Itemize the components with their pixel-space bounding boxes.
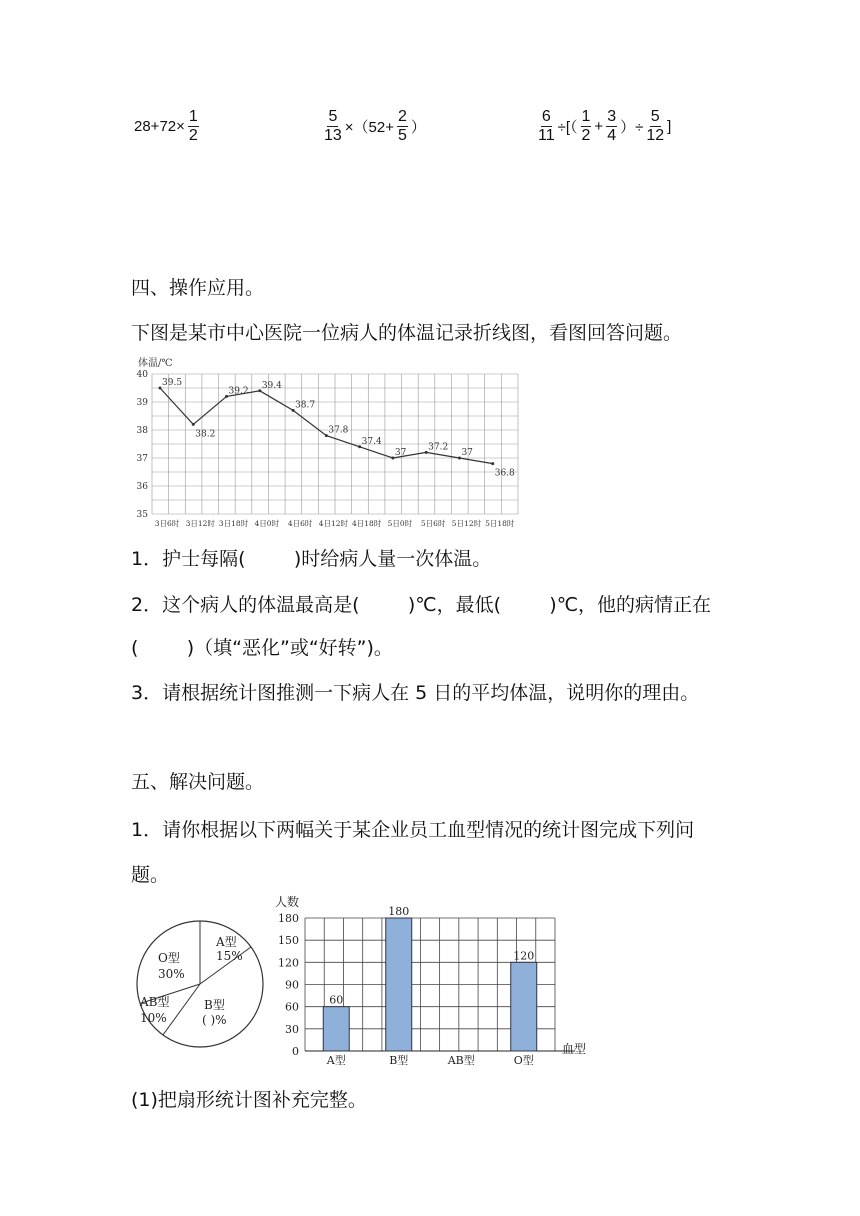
x-tick-label: 5日12时: [451, 519, 482, 528]
fraction: $\frac{3}{4}$: [607, 108, 617, 144]
expression-3: [536, 108, 672, 145]
section4-intro: 下图是某市中心医院一位病人的体温记录折线图，看图回答问题。: [131, 322, 683, 344]
pie-slice-label: A型: [216, 935, 237, 949]
pie-slice-label: B型: [204, 998, 225, 1012]
data-label: 37.8: [328, 425, 349, 436]
data-label: 39.2: [228, 386, 249, 397]
x-tick-label: 4日6时: [287, 519, 313, 528]
y-tick-label: 150: [278, 934, 299, 948]
y-tick-label: 120: [278, 956, 299, 970]
bar: [511, 962, 537, 1051]
y-tick-label: 37: [136, 454, 148, 464]
sub-question-1: (1)把扇形统计图补充完整。: [131, 1089, 367, 1111]
question-4-2b: ( )（填“恶化”或“好转”)。: [131, 637, 393, 659]
y-tick-label: 35: [136, 510, 148, 520]
expr-text: 28+72×: [134, 118, 185, 135]
pie-slice-label: AB型: [140, 995, 170, 1009]
data-point: [491, 462, 494, 465]
expr-text: ]: [667, 118, 672, 135]
question-4-2a: 2．这个病人的体温最高是( )℃，最低( )℃，他的病情正在: [131, 594, 712, 616]
question-4-1: 1．护士每隔( )时给病人量一次体温。: [131, 548, 492, 570]
expression-1: [133, 108, 201, 145]
x-tick-label: 3日18时: [218, 519, 249, 528]
bar-value-label: 120: [513, 949, 535, 963]
expr-text: ）: [410, 119, 426, 136]
fraction: $\frac{1}{2}$: [581, 108, 591, 144]
expression-2: [322, 108, 427, 145]
blood-type-pie-chart: [130, 914, 270, 1054]
blood-type-bar-chart: [265, 893, 595, 1068]
pie-slice-percent: ( )%: [202, 1013, 227, 1027]
data-label: 36.8: [494, 468, 515, 479]
question-5-1b: 题。: [131, 864, 170, 886]
fraction: $\frac{2}{5}$: [398, 108, 407, 144]
bar-value-label: 180: [388, 905, 410, 918]
data-point: [192, 423, 195, 426]
x-tick-label: 5日18时: [485, 519, 515, 528]
section4-heading: 四、操作应用。: [131, 277, 265, 299]
y-tick-label: 38: [136, 426, 148, 436]
bar-chart-ylabel: 人数: [275, 895, 300, 909]
pie-slice-percent: 15%: [216, 949, 243, 963]
bar: [323, 1007, 349, 1051]
x-tick-label: B型: [389, 1054, 409, 1067]
x-tick-label: A型: [326, 1054, 346, 1067]
y-tick-label: 36: [136, 482, 148, 492]
section5-heading: 五、解决问题。: [131, 771, 265, 793]
x-tick-label: 5日6时: [420, 519, 446, 528]
x-tick-label: 4日18时: [351, 519, 382, 528]
bar: [386, 918, 412, 1051]
data-label: 37.2: [428, 442, 449, 453]
fraction: $\frac{6}{11}$: [538, 108, 555, 144]
data-label: 38.2: [195, 429, 216, 440]
expr-text: ×（52+: [344, 119, 395, 136]
x-tick-label: 5日0时: [387, 519, 413, 528]
question-4-3: 3．请根据统计图推测一下病人在 5 日的平均体温，说明你的理由。: [131, 682, 700, 704]
x-tick-label: 3日6时: [154, 519, 180, 528]
y-tick-label: 40: [136, 370, 148, 380]
pie-slice-percent: 30%: [158, 967, 185, 981]
expr-text: +: [594, 118, 604, 135]
x-tick-label: AB型: [447, 1054, 475, 1067]
expr-text: ）÷: [620, 119, 644, 136]
y-tick-label: 0: [292, 1045, 299, 1058]
data-label: 39.4: [261, 380, 282, 391]
temp-chart-ylabel: 体温/℃: [138, 358, 173, 369]
pie-slice-percent: 10%: [140, 1011, 167, 1025]
x-tick-label: 4日12时: [318, 519, 349, 528]
data-label: 38.7: [295, 400, 316, 411]
data-label: 37.4: [361, 436, 382, 447]
y-tick-label: 180: [278, 912, 299, 925]
fraction: $\frac{5}{12}$: [646, 108, 665, 144]
data-label: 37: [394, 448, 407, 458]
y-tick-label: 39: [136, 398, 148, 408]
data-label: 37: [461, 448, 473, 458]
y-tick-label: 60: [285, 1000, 299, 1014]
pie-slice-label: O型: [158, 951, 180, 965]
bar-chart-xlabel: 血型: [562, 1042, 587, 1056]
bar-value-label: 60: [329, 993, 344, 1007]
x-tick-label: O型: [513, 1054, 534, 1067]
question-5-1a: 1．请你根据以下两幅关于某企业员工血型情况的统计图完成下列问: [131, 819, 695, 841]
x-tick-label: 3日12时: [185, 519, 215, 528]
data-label: 39.5: [162, 378, 183, 388]
expr-text: ÷[（: [557, 119, 578, 136]
y-tick-label: 30: [285, 1022, 299, 1036]
x-tick-label: 4日0时: [254, 519, 280, 528]
fraction: $\frac{5}{13}$: [324, 108, 342, 144]
temperature-line-chart: [130, 352, 515, 532]
y-tick-label: 90: [285, 978, 299, 992]
fraction: $\frac{1}{2}$: [188, 108, 198, 144]
